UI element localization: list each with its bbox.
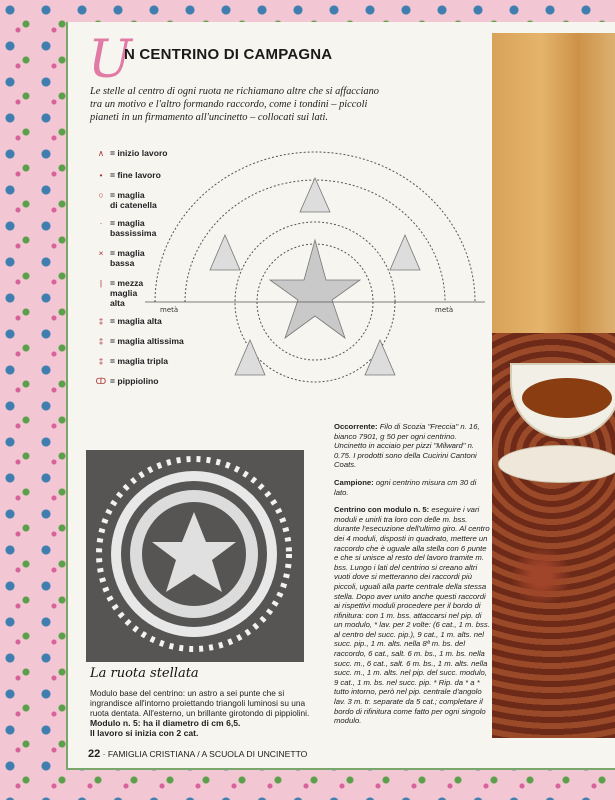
legend-label: = mezza maglia alta <box>110 278 144 308</box>
occorrente-text: Filo di Scozia "Freccia" n. 16, bianco 7901, g 50 per ogni centrino. Uncinetto in acciaio per pizzi "Milward" n. 0.75. I prodotti sono della Cucirini Cantoni Coats. <box>334 422 480 470</box>
crochet-diagram <box>140 140 485 400</box>
wood-background <box>492 33 615 333</box>
photo-caption-title: La ruota stellata <box>90 666 199 681</box>
campione-text: ogni centrino misura cm 30 di lato. <box>334 477 477 497</box>
diagram-label-right: metà <box>435 306 454 314</box>
page-number: 22 <box>88 748 101 760</box>
centrino-label: Centrino con modulo n. 5: <box>334 505 430 515</box>
doily-photo <box>86 450 304 662</box>
legend-label: = pippiolino <box>110 376 159 386</box>
module-size: Modulo n. 5: ha il diametro di cm 6,5. <box>90 718 241 728</box>
legend-symbol: ∧ <box>97 148 105 158</box>
legend-label: = maglia tripla <box>110 356 169 366</box>
photo-caption <box>90 688 320 738</box>
saucer <box>498 445 615 483</box>
tea-photo <box>492 33 615 738</box>
legend-label: = inizio lavoro <box>110 148 168 158</box>
legend-symbol: ○ <box>98 190 104 200</box>
title-initial: U <box>88 30 132 90</box>
occorrente-paragraph <box>334 422 490 470</box>
footer-text: · FAMIGLIA CRISTIANA / A SCUOLA DI UNCINETTO <box>102 749 308 759</box>
legend-symbol: · <box>99 218 103 228</box>
page-edge-bottom <box>66 768 615 770</box>
centrino-text: eseguire i vari moduli e unirli tra loro con delle m. bss. durante l'esecuzione dell'ultimo giro. Al centro dei 4 moduli, disposti in quadrato, mettere un raccordo che è uguale alla stella con 6 punte e che si unisce al resto del lavoro tramite m. bss. Lungo i lati del centrino si creano altri vuoti dove si metteranno dei raccordi più piccoli, uguali alla parte centrale della stessa stella. Dopo aver unito anche questi raccordi ai rispettivi moduli procedere per il bordo di rifinitura: con 1 m. bss. attaccarsi nel pip. di un modulo, * lav. per 2 volte: (6 cat., 1 m. bss. al centro del succ. pip.), 9 cat., 1 m. alts. nel succ. pip., 1 m. alts. nella 8ª m. bs. del raccordo, 6 cat., salt. 6 m. bs., 1 m. bs. nella succ. m., 6 cat., salt. 6 m. bs., 1 m. alts. nella succ. m., 1 m. alts. nel pip. del succ. modulo, 9 cat., 1 m. bs. nel succ. pip. * Rip. da * a * tutto intorno, però nel pip. centrale d'angolo lav. 3 m. tr. separate da 5 cat.; completare il bordo di rifinitura come fatto per ogni singolo modulo. <box>334 505 490 726</box>
instructions-column <box>334 422 490 734</box>
legend-label: = maglia bassissima <box>110 218 157 238</box>
centrino-paragraph <box>334 505 490 726</box>
legend-label: = maglia altissima <box>110 336 184 346</box>
legend-label: = maglia di catenella <box>110 190 157 210</box>
legend-symbol: ‡ <box>98 316 104 326</box>
legend-symbol: × <box>98 248 104 258</box>
legend-label: = maglia bassa <box>110 248 145 268</box>
legend-label: = fine lavoro <box>110 170 161 180</box>
legend-symbol: • <box>99 170 103 180</box>
doily-image <box>86 450 304 662</box>
occorrente-label: Occorrente: <box>334 422 378 431</box>
page-edge-left <box>66 22 68 770</box>
legend-symbol: ‡ <box>98 356 104 366</box>
campione-paragraph <box>334 478 490 497</box>
diagram-label-left: metà <box>160 306 179 314</box>
page-footer <box>88 748 307 760</box>
legend-label: = maglia alta <box>110 316 162 326</box>
legend-symbol: ‡ <box>98 336 104 346</box>
intro-text: Le stelle al centro di ogni ruota ne richiamano altre che si affacciano tra un motivo e l'altro formando raccordo, come i tondini – piccoli pianeti in un firmamento all'uncinetto – collocati sui lati. <box>90 86 379 123</box>
legend-symbol: | <box>99 278 103 288</box>
tea <box>522 378 612 418</box>
page-title: N CENTRINO DI CAMPAGNA <box>124 46 333 63</box>
photo-caption-text: Modulo base del centrino: un astro a sei punte che si ingrandisce all'intorno proiettando triangoli luminosi su una ruota dentata. All'esterno, un brillante girotondo di pippiolini. <box>90 688 310 718</box>
module-start: Il lavoro si inizia con 2 cat. <box>90 728 199 738</box>
legend-item <box>92 278 143 308</box>
legend-symbol: ↀ <box>95 376 107 386</box>
legend-item <box>92 248 145 268</box>
campione-label: Campione: <box>334 477 374 487</box>
